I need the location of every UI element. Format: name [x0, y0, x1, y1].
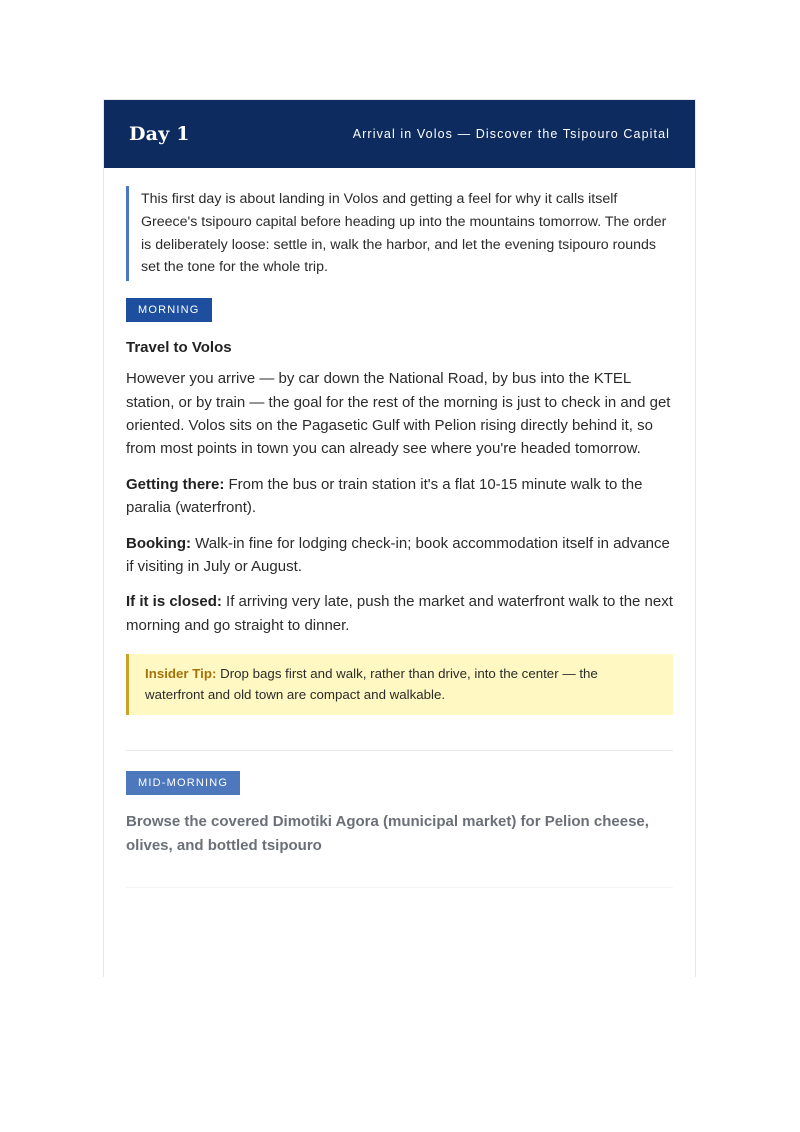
- morning-title: Travel to Volos: [126, 339, 232, 357]
- intro-quote: This first day is about landing in Volos and getting a feel for why it calls itself Greece's tsipouro capital before heading up into the mountains tomorrow. The order is deliberately loose: settle in, walk the harbor, and let the evening tsipouro rounds set the tone for the whole trip.: [126, 186, 673, 281]
- detail-label: If it is closed:: [126, 593, 222, 611]
- insider-tip: [126, 654, 673, 715]
- tip-label: Insider Tip:: [145, 666, 217, 682]
- detail-label: Booking:: [126, 534, 191, 552]
- section-divider: [126, 887, 673, 888]
- detail-label: Getting there:: [126, 475, 225, 493]
- day-title: Day 1: [129, 123, 190, 145]
- day-header: [104, 100, 695, 168]
- detail-booking: [126, 532, 673, 579]
- tip-text: Drop bags first and walk, rather than drive, into the center — the waterfront and old town are compact and walkable.: [145, 666, 598, 703]
- detail-if-closed: [126, 590, 673, 637]
- morning-badge: MORNING: [126, 298, 212, 322]
- section-divider: [126, 750, 673, 751]
- itinerary-day-card: [103, 99, 696, 977]
- morning-description: However you arrive — by car down the National Road, by bus into the KTEL station, or by train — the goal for the rest of the morning is just to check in and get oriented. Volos sits on the Pagasetic Gulf with Pelion rising directly behind it, so from most points in town you can already see where you're headed tomorrow.: [126, 370, 671, 458]
- detail-value: If arriving very late, push the market and waterfront walk to the next morning and go straight to dinner.: [126, 593, 673, 634]
- detail-value: Walk-in fine for lodging check-in; book accommodation itself in advance if visiting in July or August.: [126, 534, 670, 576]
- mid-morning-title: Browse the covered Dimotiki Agora (municipal market) for Pelion cheese, olives, and bottled tsipouro: [126, 813, 649, 854]
- detail-value: From the bus or train station it's a flat 10-15 minute walk to the paralia (waterfront).: [126, 475, 643, 517]
- day-subtitle: Arrival in Volos — Discover the Tsipouro Capital: [352, 127, 670, 141]
- day-content: [104, 168, 695, 888]
- detail-getting-there: [126, 473, 673, 520]
- mid-morning-badge: MID-MORNING: [126, 771, 240, 795]
- mid-morning-section: [126, 771, 673, 857]
